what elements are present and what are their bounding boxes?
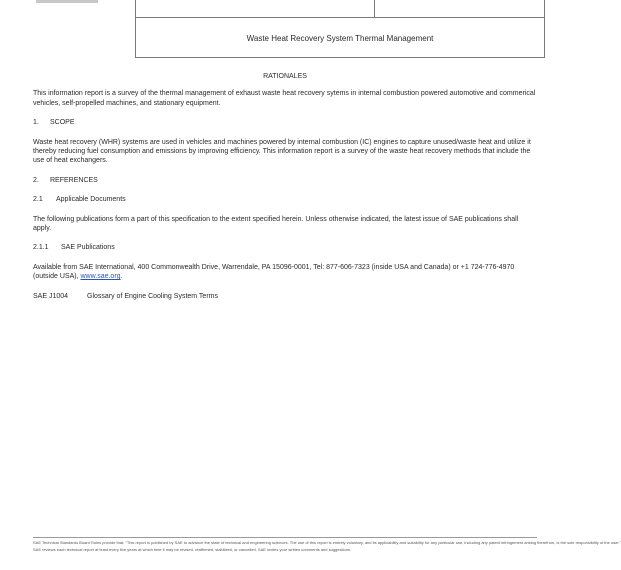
top-left-mark — [36, 0, 98, 3]
header-top-row — [136, 0, 544, 18]
sae-address-end: . — [120, 273, 123, 281]
sae-publications-text — [33, 263, 537, 282]
rationales-heading: RATIONALES — [263, 73, 307, 80]
reference-id: SAE J1004 — [33, 292, 69, 300]
scope-title: SCOPE — [50, 119, 75, 127]
header-cell-divider — [374, 0, 375, 18]
scope-number: 1. — [33, 119, 39, 127]
applicable-documents-title: Applicable Documents — [56, 196, 126, 204]
applicable-documents-heading — [33, 195, 537, 204]
references-title: REFERENCES — [50, 176, 98, 184]
reference-item — [33, 292, 537, 301]
applicable-documents-number: 2.1 — [33, 196, 43, 204]
footer-line: SAE reviews each technical report at least every five years at which time it may be revised, reaffirmed, stabilized, or cancelled. SAE invites your written comments and suggestions. — [33, 547, 352, 552]
sae-address-text: Available from SAE International, 400 Commonwealth Drive, Warrendale, PA 15096-0001, Tel: 877-606-7323 (inside USA and Canada) or +1 724-776-4970 (outside USA), — [33, 263, 515, 281]
sae-publications-number: 2.1.1 — [33, 244, 49, 252]
sae-publications-title: SAE Publications — [61, 244, 115, 252]
reference-title: Glossary of Engine Cooling System Terms — [87, 292, 218, 300]
footer-line: SAE Technical Standards Board Rules provide that: "This report is published by SAE to advance the state of technical and engineering sciences. The use of this report is entirely voluntary, and its applicability and suitability for any particular use, including any patent infringement arising therefrom, is the sole responsibility of the user." — [33, 540, 621, 545]
document-title: Waste Heat Recovery System Thermal Management — [246, 33, 434, 43]
document-header-box — [135, 0, 545, 58]
applicable-documents-text: The following publications form a part of this specification to the extent specified herein. Unless otherwise indicated, the latest issue of SAE publications shall apply. — [33, 215, 519, 233]
document-footer — [33, 537, 621, 554]
scope-heading — [33, 118, 537, 127]
references-number: 2. — [33, 176, 39, 184]
sae-website-link[interactable]: www.sae.org — [80, 273, 121, 281]
rationales-text: This information report is a survey of the thermal management of exhaust waste heat recovery sytems in internal combustion powered automotive and commerical vehicles, self-propelled machines, and stationary equipment. — [33, 90, 536, 107]
document-body — [33, 72, 537, 301]
sae-publications-heading — [33, 243, 537, 252]
references-heading — [33, 176, 537, 185]
scope-text: Waste heat recovery (WHR) systems are used in vehicles and machines powered by internal combustion (IC) engines to capture unused/waste heat and utilize it thereby reducing fuel consumption and emissions by improving efficiency. This information report is a survey of the waste heat recovery methods that include the use of heat exchangers. — [33, 138, 531, 165]
